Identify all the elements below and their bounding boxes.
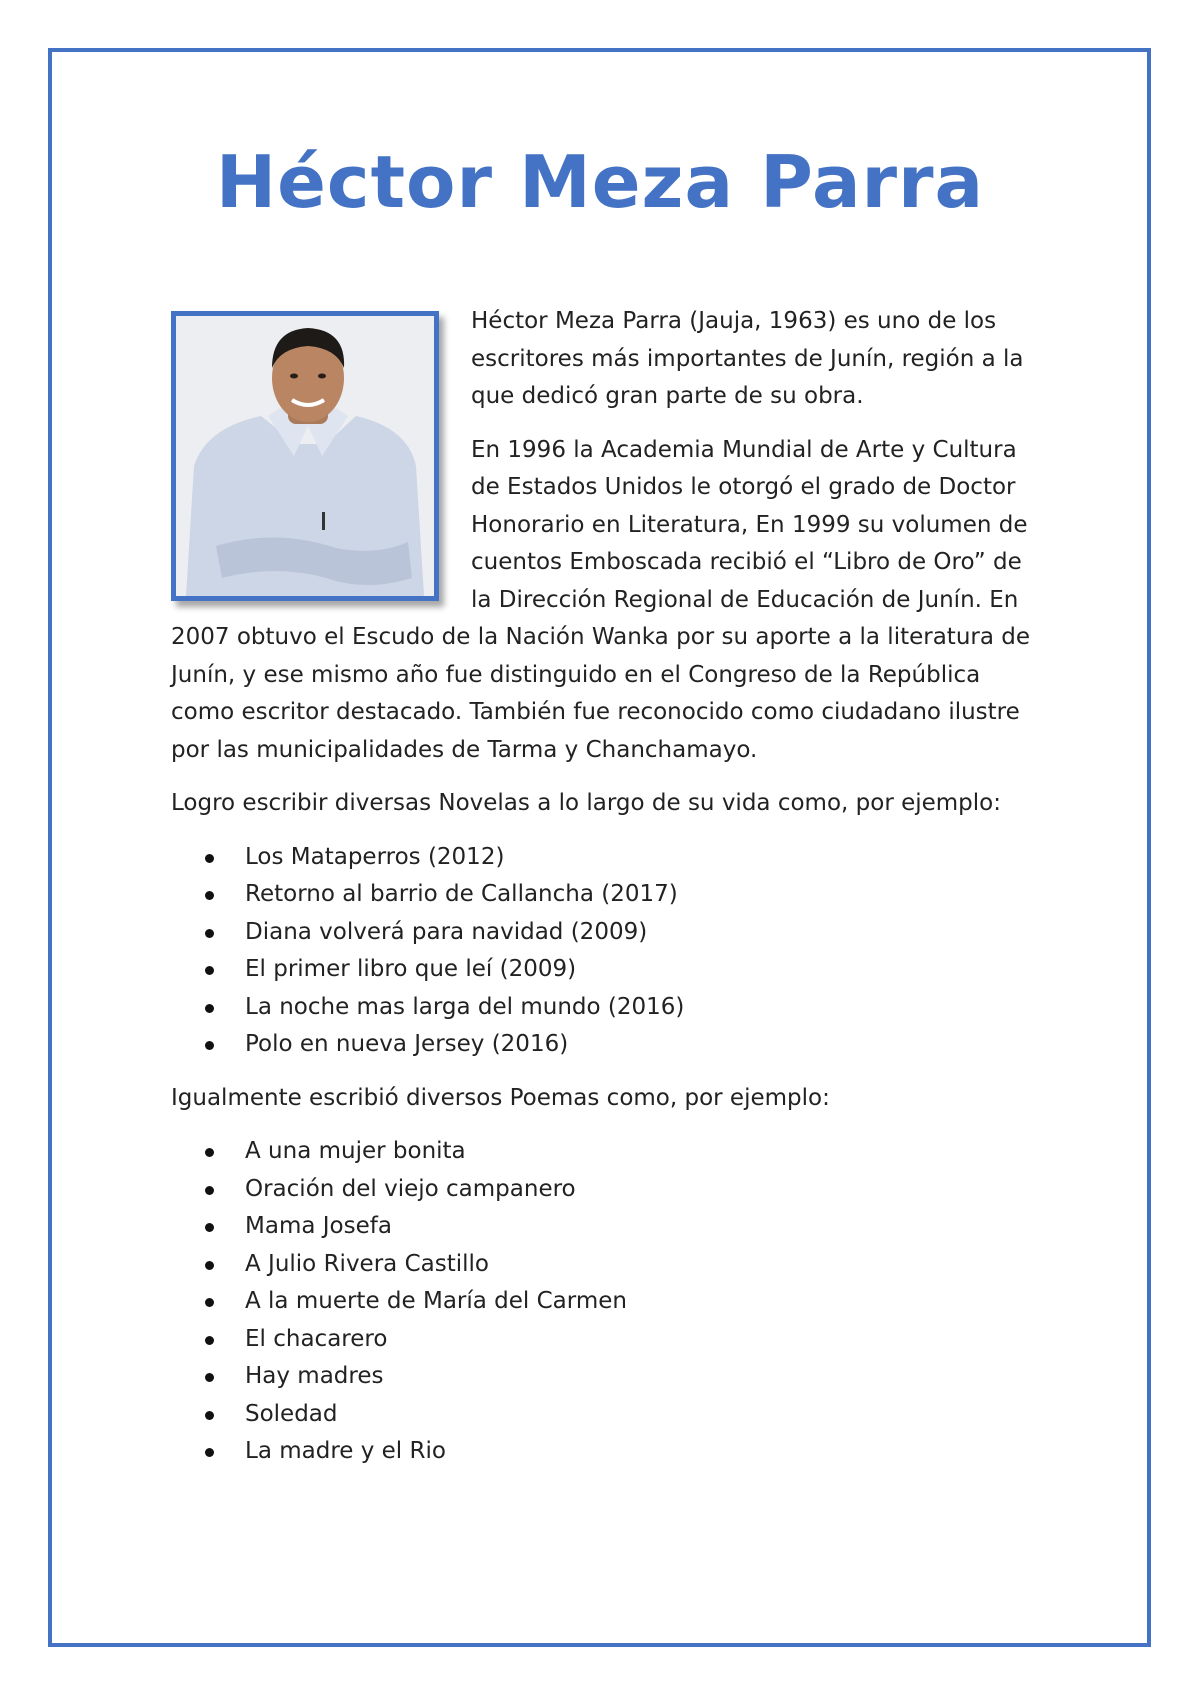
list-item	[171, 1171, 1031, 1209]
list-item	[171, 914, 1031, 952]
list-item	[171, 951, 1031, 989]
novel-title: Polo en nueva Jersey (2016)	[245, 1031, 569, 1057]
bio-paragraph-1: Héctor Meza Parra (Jauja, 1963) es uno de los escritores más importantes de Junín, región a la que dedicó gran parte de su obra.	[471, 308, 1024, 409]
novels-list	[171, 839, 1031, 1064]
novel-title: La noche mas larga del mundo (2016)	[245, 993, 685, 1020]
bullet-icon	[205, 891, 214, 900]
bullet-icon	[205, 1298, 214, 1307]
bullet-icon	[205, 1261, 214, 1270]
poem-title: La madre y el Rio	[245, 1438, 446, 1464]
list-item	[171, 1358, 1031, 1396]
poem-title: Soledad	[245, 1400, 338, 1427]
poem-title: Hay madres	[245, 1363, 384, 1389]
poem-title: El chacarero	[245, 1325, 388, 1352]
list-item	[171, 1133, 1031, 1171]
poems-intro: Igualmente escribió diversos Poemas como, por ejemplo:	[171, 1084, 830, 1111]
list-item	[171, 1026, 1031, 1064]
bio-paragraph-2: En 1996 la Academia Mundial de Arte y Cultura de Estados Unidos le otorgó el grado de Doctor Honorario en Literatura, En 1999 su volumen de cuentos Emboscada recibió el “Libro de Oro” de la Dirección Regional de Educación de Junín. En 2007 obtuvo el Escudo de la Nación Wanka por su aporte a la literatura de Junín, y ese mismo año fue distinguido en el Congreso de la República como escritor destacado. También fue reconocido como ciudadano ilustre por las municipalidades de Tarma y Chanchamayo.	[171, 436, 1031, 763]
bullet-icon	[205, 1411, 214, 1420]
bullet-icon	[205, 929, 214, 938]
list-item	[171, 1208, 1031, 1246]
bullet-icon	[205, 854, 214, 863]
bullet-icon	[205, 966, 214, 975]
poem-title: A una mujer bonita	[245, 1138, 466, 1164]
list-item	[171, 1321, 1031, 1359]
novels-intro: Logro escribir diversas Novelas a lo largo de su vida como, por ejemplo:	[171, 790, 1001, 816]
author-portrait	[171, 311, 439, 601]
document-body	[171, 303, 1031, 1487]
bullet-icon	[205, 1041, 214, 1050]
bullet-icon	[205, 1004, 214, 1013]
list-item	[171, 1283, 1031, 1321]
document-title: Héctor Meza Parra	[215, 140, 985, 224]
novel-title: Diana volverá para navidad (2009)	[245, 918, 648, 945]
novel-title: Retorno al barrio de Callancha (2017)	[245, 881, 678, 907]
bullet-icon	[205, 1186, 214, 1195]
poem-title: A Julio Rivera Castillo	[245, 1250, 489, 1277]
bullet-icon	[205, 1148, 214, 1157]
list-item	[171, 1246, 1031, 1284]
bullet-icon	[205, 1223, 214, 1232]
bullet-icon	[205, 1336, 214, 1345]
poem-title: Mama Josefa	[245, 1213, 392, 1239]
bullet-icon	[205, 1373, 214, 1382]
portrait-image	[176, 316, 434, 596]
poem-title: Oración del viejo campanero	[245, 1175, 576, 1202]
novel-title: El primer libro que leí (2009)	[245, 956, 577, 982]
list-item	[171, 1396, 1031, 1434]
list-item	[171, 1433, 1031, 1471]
list-item	[171, 839, 1031, 877]
list-item	[171, 876, 1031, 914]
poem-title: A la muerte de María del Carmen	[245, 1288, 627, 1314]
novel-title: Los Mataperros (2012)	[245, 843, 505, 870]
bullet-icon	[205, 1448, 214, 1457]
list-item	[171, 989, 1031, 1027]
poems-list	[171, 1133, 1031, 1471]
